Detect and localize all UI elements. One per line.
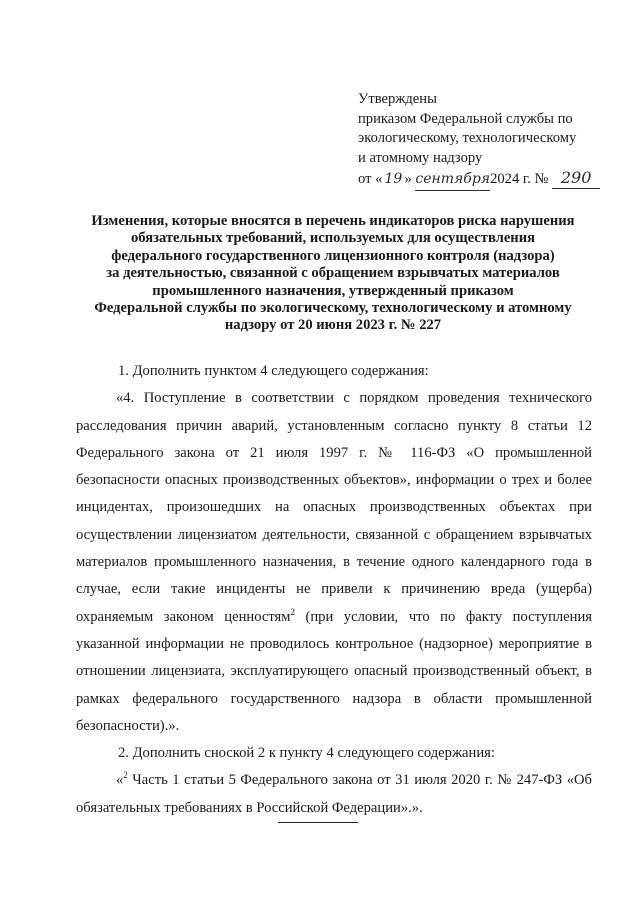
- date-prefix: от «: [358, 171, 383, 187]
- approval-date-line: [358, 168, 608, 191]
- paragraph-2-text: «4. Поступление в соответствии с порядком проведения технического расследования причин аварий, установленным согласно пункту 8 статьи 12 Федерального закона от 21 июля 1997 г. № 116-ФЗ «О промышленной безопасности опасных производственных объектов», информации о трех и более инцидентах, произошедших на опасных производственных объектах при осуществлении лицензиатом деятельности, связанной с обращением взрывчатых материалов промышленного назначения, в течение одного календарного года в случае, если такие инциденты не привели к причинению вреда (ущерба) охраняемым законом ценностям: [76, 390, 592, 625]
- handwritten-order-number: 290: [552, 168, 600, 189]
- paragraph-2: [76, 385, 592, 740]
- date-year: 2024 г. №: [490, 171, 553, 187]
- closing-rule: [278, 822, 358, 823]
- paragraph-1: 1. Дополнить пунктом 4 следующего содержания:: [118, 363, 429, 379]
- paragraph-4-text: Часть 1 статьи 5 Федерального закона от 31 июля 2020 г. № 247-ФЗ «Об обязательных требованиях в Российской Федерации».».: [76, 772, 592, 816]
- handwritten-day: 19: [384, 171, 403, 187]
- paragraph-4-prefix: «: [116, 772, 124, 789]
- footnote-ref: 2: [290, 606, 295, 617]
- approval-line: экологическому, технологическому: [358, 130, 577, 146]
- approval-line: приказом Федеральной службы по: [358, 110, 573, 127]
- title-line: Федеральной службы по экологическому, технологическому и атомному: [94, 300, 572, 317]
- approval-line: Утверждены: [358, 91, 437, 107]
- date-mid: »: [404, 171, 416, 187]
- title-line: промышленного назначения, утвержденный приказом: [152, 282, 514, 299]
- paragraph-3: 2. Дополнить сноской 2 к пункту 4 следующего содержания:: [118, 745, 495, 762]
- handwritten-month: сентября: [415, 170, 490, 191]
- document-title: [76, 213, 590, 335]
- approval-stamp: [358, 90, 608, 191]
- title-line: Изменения, которые вносятся в перечень индикаторов риска нарушения: [91, 213, 575, 229]
- title-line: надзору от 20 июня 2023 г. № 227: [224, 317, 442, 334]
- title-line: обязательных требований, используемых для осуществления: [130, 230, 536, 247]
- footnote-ref: 2: [123, 770, 128, 781]
- title-line: за деятельностью, связанной с обращением взрывчатых материалов: [106, 265, 560, 282]
- title-line: федерального государственного лицензионного контроля (надзора): [111, 247, 555, 264]
- approval-line: и атомному надзору: [358, 149, 483, 166]
- paragraph-2-text-cont: (при условии, что по факту поступления указанной информации не проводилось контрольное (надзорное) мероприятие в отношении лицензиата, эксплуатирующего опасный производственный объект, в рамках федерального государственного надзора в области промышленной безопасности).».: [76, 608, 592, 734]
- paragraph-4: [76, 767, 592, 822]
- document-body: [76, 358, 592, 822]
